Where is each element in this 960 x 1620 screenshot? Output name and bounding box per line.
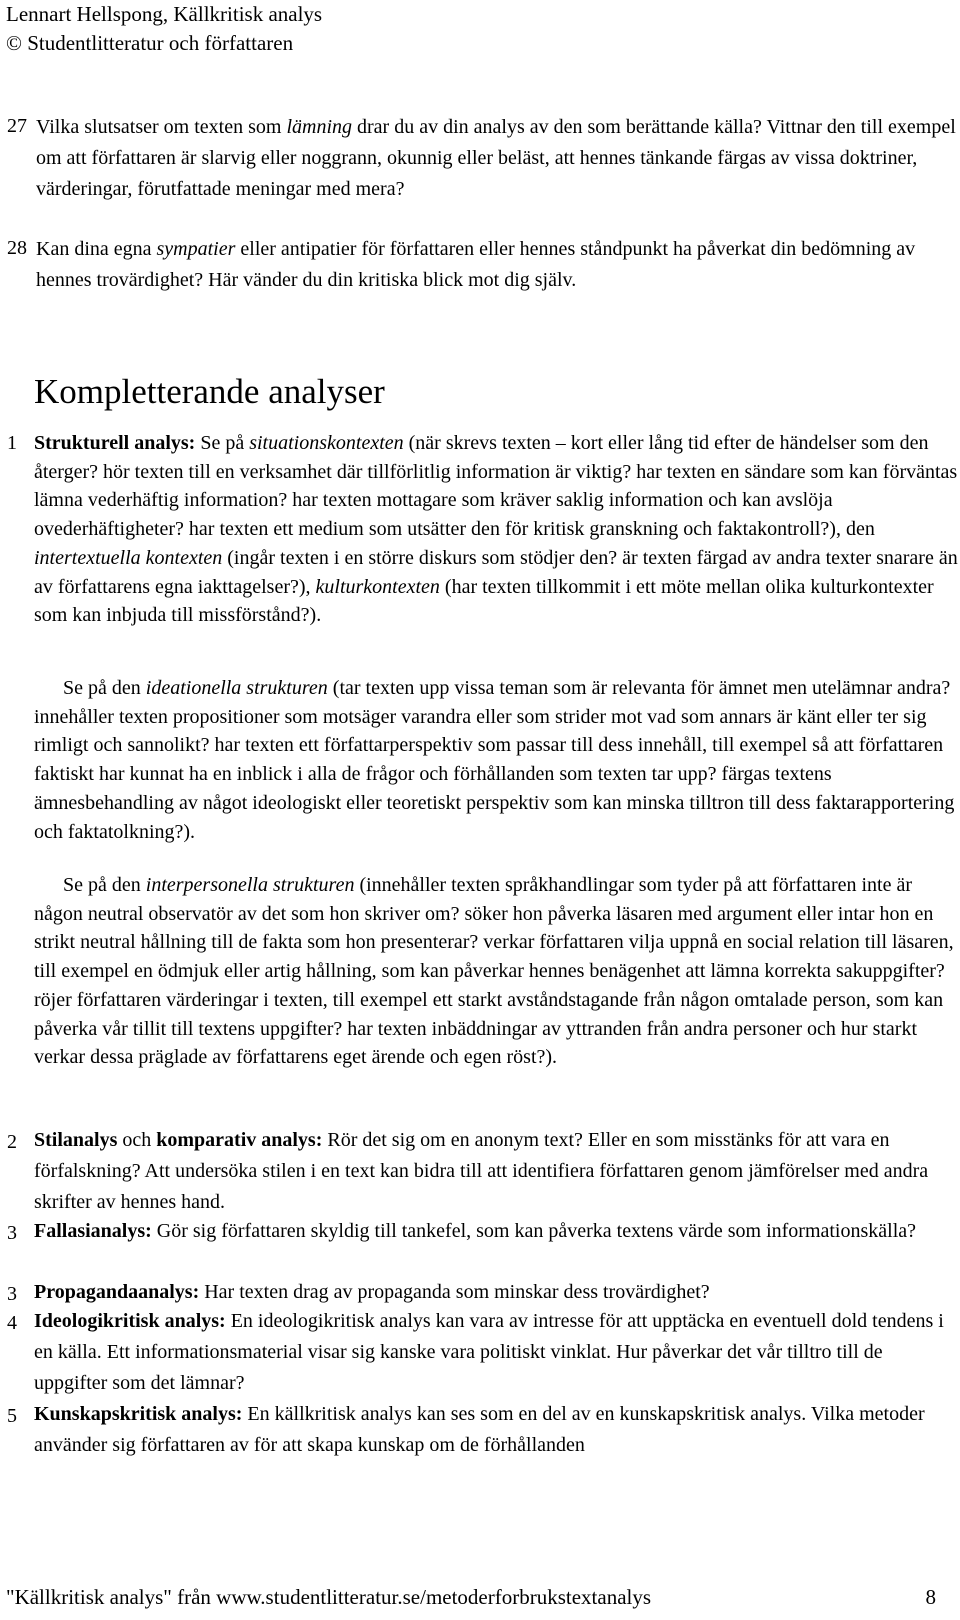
item-knowledge-critical-analysis: Kunskapskritisk analys: En källkritisk analys kan ses som en del av en kunskapskritisk analys. Vilka metoder använder sig författaren av för att skapa kunskap om de förhållanden [34, 1403, 925, 1456]
item-structural-analysis: Strukturell analys: Se på situationskontexten (när skrevs texten – kort eller lång tid efter de händelser som den återger? hör texten till en verksamhet där tillförlitlig information är viktig? har texten en sändare som kan förväntas lämna vederhäftig information? har texten mottagare som kräver saklig information och kan avslöja ovederhäftigheter? har texten ett medium som utsätter den för kritisk granskning och faktakontroll?), den intertextuella kontexten (ingår texten i en större diskurs som stödjer den? är texten färgad av andra texter snarare än av författarens egna iakttagelser?), kulturkontexten (har texten tillkommit i ett möte mellan olika kulturkontexter som kan inbjuda till missförstånd?). [34, 432, 958, 627]
emphasis: sympatier [156, 238, 236, 260]
interpersonal-structure-paragraph: Se på den interpersonella strukturen (innehåller texten språkhandlingar som tyder på att författaren inte är någon neutral observatör av det som hon skriver om? söker hon påverka läsaren med argument eller intar hon en strikt neutral hållning till de fakta som hon presenterar? verkar författaren vilja uppnå en social relation till läsaren, till exempel en ödmjuk eller artig hållning, som kan påverkar hennes benägenhet att lämna korrekta sakuppgifter? röjer författaren värderingar i texten, till exempel ett starkt avståndstagande från någon omtalade person, som kan påverka vår tillit till textens uppgifter? har texten inbäddningar av yttranden från andra personer och hur starkt verkar dessa präglade av författarens eget ärende och egen röst?). [34, 874, 954, 1069]
section-heading: Kompletterande analyser [34, 372, 385, 411]
page-number: 8 [925, 1585, 936, 1609]
question-number: 28 [7, 237, 27, 259]
emphasis: lämning [286, 116, 352, 138]
item-title: Strukturell analys: [34, 432, 196, 454]
footer-source: "Källkritisk analys" från www.studentlitteratur.se/metoderforbrukstextanalys [6, 1585, 652, 1609]
question-27: Vilka slutsatser om texten som lämning drar du av din analys av den som berättande källa? Vittnar den till exempel om att författaren är slarvig eller noggrann, okunnig eller beläst, att hennes tänkande färgas av vissa doktriner, värderingar, förutfattade meningar med mera? [36, 116, 956, 200]
item-number: 1 [7, 432, 17, 454]
item-number: 2 [7, 1131, 17, 1153]
item-fallacy-analysis: Fallasianalys: Gör sig författaren skyldig till tankefel, som kan påverka textens värde som informationskälla? [34, 1220, 917, 1242]
item-number: 4 [7, 1312, 17, 1334]
question-28: Kan dina egna sympatier eller antipatier för författaren eller hennes ståndpunkt ha påverkat din bedömning av hennes trovärdighet? Här vänder du din kritiska blick mot dig själv. [36, 238, 916, 291]
item-number: 5 [7, 1405, 17, 1427]
item-ideology-critical-analysis: Ideologikritisk analys: En ideologikritisk analys kan vara av intresse för att upptäcka en eventuell dold tendens i en källa. Ett informationsmaterial visar sig kanske vara politiskt vinklat. Hur påverkar det vår tilltro till de uppgifter som det lämnar? [34, 1310, 944, 1394]
ideational-structure-paragraph: Se på den ideationella strukturen (tar texten upp vissa teman som är relevanta för ämnet men utelämnar andra? innehåller texten propositioner som motsäger varandra eller som strider mot vad som annars är känt eller ter sig rimligt och sannolikt? har texten ett författarperspektiv som passar till dess innehåll, till exempel så att författaren faktiskt har kunnat ha en inblick i alla de frågor och förhållanden som texten tar upp? färgas textens ämnesbehandling av något ideologiskt eller teoretiskt perspektiv som kan minska tilltron till dess faktarapportering och faktatolkning?). [34, 677, 955, 843]
item-propaganda-analysis: Propagandaanalys: Har texten drag av propaganda som minskar dess trovärdighet? [34, 1281, 710, 1303]
item-number: 3 [7, 1283, 17, 1305]
header-author-title: Lennart Hellspong, Källkritisk analys [6, 2, 323, 26]
question-number: 27 [7, 115, 27, 137]
page-header [6, 0, 322, 58]
item-style-analysis: Stilanalys och komparativ analys: Rör det sig om en anonym text? Eller en som misstänks för att vara en förfalskning? Att undersöka stilen i en text kan bidra till att identifiera författaren genom jämförelser med andra skrifter av hennes hand. [34, 1129, 929, 1213]
page-footer [6, 1583, 936, 1611]
item-number: 3 [7, 1222, 17, 1244]
header-copyright: © Studentlitteratur och författaren [6, 31, 294, 55]
